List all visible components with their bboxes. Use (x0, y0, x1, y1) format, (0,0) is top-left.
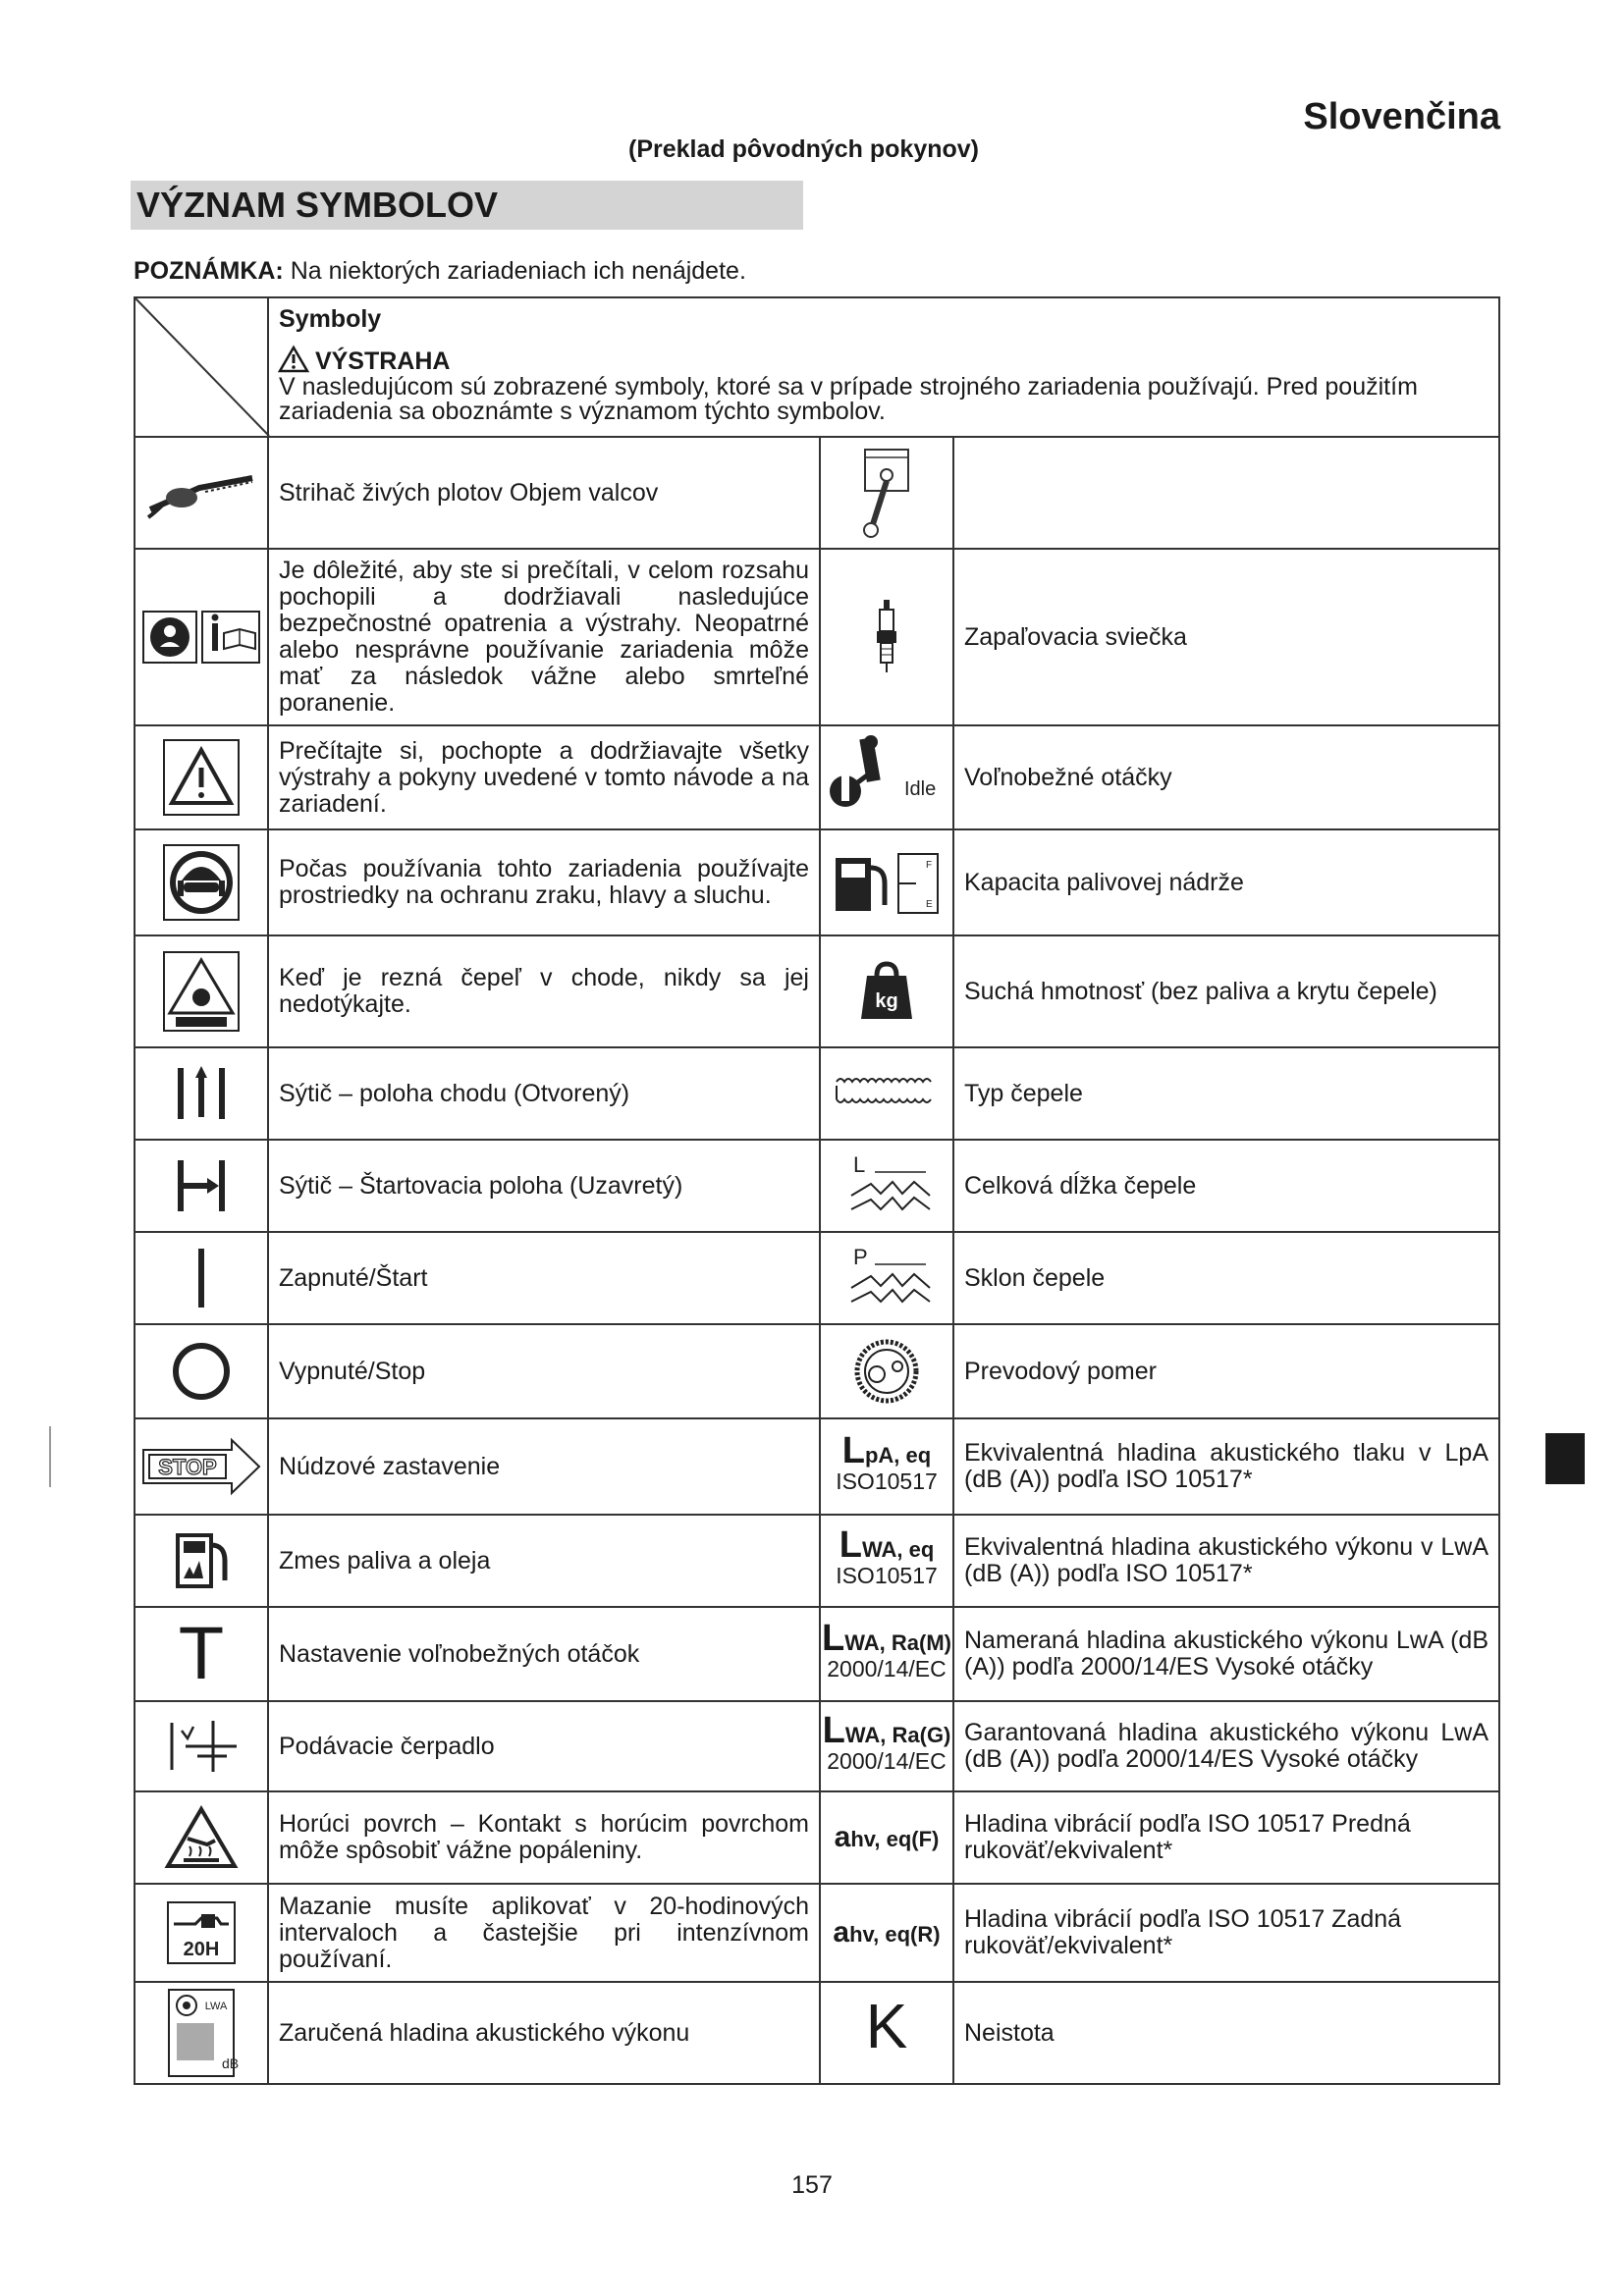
stop-label: STOP (158, 1455, 217, 1479)
left-text: Zapnuté/Štart (268, 1232, 820, 1324)
left-icon-cell (135, 1232, 268, 1324)
left-text: Horúci povrch – Kontakt s horúcim povrchom môže spôsobiť vážne popáleniny. (268, 1791, 820, 1884)
symbol-subscript: WA, Ra(M) (844, 1630, 951, 1655)
blade-length-label: L (853, 1152, 866, 1177)
interval-label: 20H (183, 1939, 220, 1960)
guaranteed-sound-icon (822, 1710, 951, 1774)
right-text: Zapaľovacia sviečka (953, 549, 1499, 725)
page-title: VÝZNAM SYMBOLOV (131, 181, 803, 230)
right-icon-cell (820, 829, 953, 935)
left-text: Počas používania tohto zariadenia používajte prostriedky na ochranu zraku, hlavy a sluchu. (268, 829, 820, 935)
right-icon-cell (820, 1047, 953, 1140)
fuel-oil-mix-icon (170, 1531, 233, 1590)
guaranteed-sound-label-icon (167, 1988, 240, 2078)
left-icon-cell (135, 549, 268, 725)
table-row (135, 1982, 1499, 2084)
table-row (135, 1515, 1499, 1607)
table-row (135, 1701, 1499, 1791)
symbol-letter: L (839, 1524, 862, 1566)
left-text: Prečítajte si, pochopte a dodržiavajte všetky výstrahy a pokyny uvedené v tomto návode a na zariadení. (268, 725, 820, 829)
warning-triangle-small-icon (279, 347, 308, 372)
symbols-table (134, 296, 1500, 2085)
hedge-trimmer-icon (142, 458, 260, 527)
left-text: Nastavenie voľnobežných otáčok (268, 1607, 820, 1701)
idle-speed-icon (824, 732, 949, 823)
symbol-standard: 2000/14/EC (827, 1656, 947, 1682)
idle-adjust-icon: T (178, 1612, 225, 1695)
right-icon-cell (820, 1607, 953, 1701)
symbol-letter: L (841, 1430, 865, 1471)
svg-text:E: E (926, 899, 933, 910)
right-text: Celková dĺžka čepele (953, 1140, 1499, 1232)
left-text: Strihač živých plotov Objem valcov (268, 437, 820, 549)
left-icon-cell (135, 1418, 268, 1515)
symbol-letter: L (822, 1618, 845, 1659)
right-icon-cell (820, 1884, 953, 1982)
table-row (135, 1324, 1499, 1418)
right-icon-cell (820, 1324, 953, 1418)
choke-run-icon (172, 1064, 231, 1123)
right-text: Sklon čepele (953, 1232, 1499, 1324)
left-icon-cell (135, 1701, 268, 1791)
right-text: Hladina vibrácií podľa ISO 10517 Zadná rukoväť/ekvivalent* (953, 1884, 1499, 1982)
symbol-standard: ISO10517 (836, 1468, 938, 1494)
idle-label: Idle (904, 778, 937, 800)
uncertainty-icon: K (865, 1990, 908, 2061)
right-icon-cell (820, 1418, 953, 1515)
right-text (953, 437, 1499, 549)
left-icon-cell (135, 437, 268, 549)
right-icon-cell (820, 1140, 953, 1232)
weight-icon (859, 960, 914, 1023)
diagonal-cell (135, 297, 268, 437)
left-icon-cell (135, 1884, 268, 1982)
right-icon-cell (820, 1701, 953, 1791)
note-label: POZNÁMKA: (134, 257, 284, 285)
right-icon-cell (820, 1232, 953, 1324)
emergency-stop-icon (139, 1436, 263, 1497)
left-icon-cell (135, 1791, 268, 1884)
warning-triangle-icon (162, 738, 241, 817)
on-start-icon (191, 1247, 211, 1309)
right-text: Hladina vibrácií podľa ISO 10517 Predná rukoväť/ekvivalent* (953, 1791, 1499, 1884)
language-label: Slovenčina (1303, 96, 1500, 137)
left-icon-cell (135, 725, 268, 829)
right-icon-cell (820, 725, 953, 829)
left-icon-cell (135, 935, 268, 1047)
symbol-letter: a (833, 1915, 850, 1949)
symbol-letter: a (834, 1820, 851, 1853)
table-row (135, 829, 1499, 935)
svg-text:F: F (926, 860, 933, 871)
svg-text:dB: dB (222, 2056, 240, 2071)
symbol-subscript: pA, eq (864, 1443, 932, 1468)
left-icon-cell (135, 1140, 268, 1232)
left-text: Núdzové zastavenie (268, 1418, 820, 1515)
blade-type-icon (833, 1074, 941, 1113)
right-icon-cell (820, 437, 953, 549)
symbol-standard: 2000/14/EC (827, 1748, 947, 1774)
left-text: Zaručená hladina akustického výkonu (268, 1982, 820, 2084)
right-icon-cell (820, 1791, 953, 1884)
table-row (135, 1791, 1499, 1884)
translation-subtitle: (Preklad pôvodných pokynov) (628, 135, 980, 163)
sound-power-icon (836, 1524, 938, 1588)
symbols-heading: Symboly (279, 305, 382, 333)
blade-warning-icon (162, 950, 241, 1033)
right-text: Ekvivalentná hladina akustického výkonu v LwA (dB (A)) podľa ISO 10517* (953, 1515, 1499, 1607)
section-tab-marker (1545, 1433, 1585, 1484)
right-text: Typ čepele (953, 1047, 1499, 1140)
left-text: Mazanie musíte aplikovať v 20-hodinových intervaloch a častejšie pri intenzívnom používaní. (268, 1884, 820, 1982)
table-row (135, 1418, 1499, 1515)
left-icon-cell (135, 1515, 268, 1607)
symbol-subscript: hv, eq(F) (850, 1826, 940, 1851)
right-text: Voľnobežné otáčky (953, 725, 1499, 829)
intro-text: V nasledujúcom sú zobrazené symboly, ktoré sa v prípade strojného zariadenia používajú. Pred použitím zariadenia sa oboznámte s významom týchto symbolov. (279, 373, 1418, 425)
table-row (135, 1140, 1499, 1232)
left-icon-cell (135, 1324, 268, 1418)
intro-cell (268, 297, 1499, 437)
read-manual-icon (141, 610, 261, 665)
gear-ratio-icon (833, 1337, 941, 1406)
left-icon-cell (135, 829, 268, 935)
primer-pump-icon (162, 1717, 241, 1776)
right-icon-cell (820, 549, 953, 725)
vibration-front-icon (834, 1820, 940, 1853)
measured-sound-icon (822, 1618, 951, 1682)
right-icon-cell (820, 935, 953, 1047)
table-row (135, 1232, 1499, 1324)
warning-label: VÝSTRAHA (314, 347, 451, 375)
right-text: Prevodový pomer (953, 1324, 1499, 1418)
table-header-row (135, 297, 1499, 437)
left-text: Vypnuté/Stop (268, 1324, 820, 1418)
left-text: Sýtič – Štartovacia poloha (Uzavretý) (268, 1140, 820, 1232)
off-stop-icon (170, 1340, 233, 1403)
note-text: Na niektorých zariadeniach ich nenájdete. (283, 257, 746, 285)
left-text: Podávacie čerpadlo (268, 1701, 820, 1791)
symbol-letter: L (822, 1710, 845, 1751)
blade-pitch-icon (832, 1241, 942, 1315)
left-icon-cell (135, 1982, 268, 2084)
vibration-rear-icon (833, 1915, 941, 1949)
sound-pressure-icon (836, 1430, 938, 1494)
right-icon-cell (820, 1982, 953, 2084)
diagonal-line-icon (135, 298, 269, 436)
table-row (135, 1047, 1499, 1140)
right-text: Ekvivalentná hladina akustického tlaku v LpA (dB (A)) podľa ISO 10517* (953, 1418, 1499, 1515)
symbol-subscript: hv, eq(R) (849, 1921, 941, 1947)
table-row (135, 935, 1499, 1047)
left-text: Sýtič – poloha chodu (Otvorený) (268, 1047, 820, 1140)
blade-length-icon (832, 1148, 942, 1223)
left-text: Keď je rezná čepeľ v chode, nikdy sa jej nedotýkajte. (268, 935, 820, 1047)
piston-icon (857, 446, 916, 540)
table-row (135, 549, 1499, 725)
blade-pitch-label: P (853, 1245, 868, 1269)
choke-start-icon (172, 1156, 231, 1215)
right-icon-cell (820, 1515, 953, 1607)
right-text: Garantovaná hladina akustického výkonu LwA (dB (A)) podľa 2000/14/ES Vysoké otáčky (953, 1701, 1499, 1791)
spark-plug-icon (872, 598, 901, 676)
right-text: Suchá hmotnosť (bez paliva a krytu čepele) (953, 935, 1499, 1047)
right-text: Kapacita palivovej nádrže (953, 829, 1499, 935)
table-row (135, 1884, 1499, 1982)
note (134, 257, 746, 286)
left-text: Zmes paliva a oleja (268, 1515, 820, 1607)
left-text: Je dôležité, aby ste si prečítali, v celom rozsahu pochopili a dodržiavali nasledujúce bezpečnostné opatrenia a výstrahy. Neopatrné alebo nesprávne používanie zariadenia môže mať za následok vážne alebo smrteľné poranenie. (268, 549, 820, 725)
table-row (135, 1607, 1499, 1701)
table-row (135, 437, 1499, 549)
lwa-label: LWA (204, 2001, 228, 2012)
page-number: 157 (791, 2171, 833, 2199)
symbol-subscript: WA, Ra(G) (844, 1723, 951, 1747)
warning-line (279, 347, 1489, 375)
symbol-standard: ISO10517 (836, 1563, 938, 1588)
kg-label: kg (875, 990, 898, 1012)
right-text: Nameraná hladina akustického výkonu LwA (dB (A)) podľa 2000/14/ES Vysoké otáčky (953, 1607, 1499, 1701)
lubrication-icon (166, 1900, 237, 1965)
symbol-subscript: WA, eq (861, 1537, 935, 1562)
hot-surface-icon (164, 1805, 239, 1870)
protective-gear-icon (162, 843, 241, 922)
right-text: Neistota (953, 1982, 1499, 2084)
fuel-tank-icon (828, 848, 946, 917)
page-edge-mark (49, 1426, 51, 1487)
table-row (135, 725, 1499, 829)
left-icon-cell (135, 1607, 268, 1701)
left-icon-cell (135, 1047, 268, 1140)
